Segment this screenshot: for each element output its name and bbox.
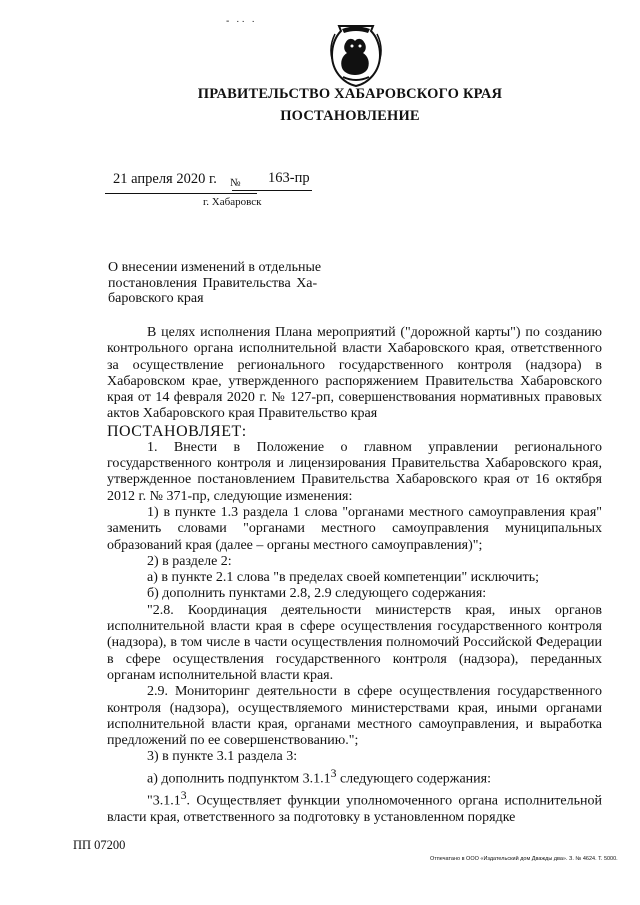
- number-label: №: [230, 177, 241, 189]
- paragraph-2-8: "2.8. Координация деятельности министерств края, иных органов исполнительной власти края в сфере осуществления государственного контроля (надзора), в том числе в части осуществления полномочий Российской Федерации в сфере осуществления государственного контроля (надзора), переданных органам исполнительной власти края.: [107, 602, 602, 683]
- superscript: 3: [330, 766, 337, 780]
- preamble-paragraph: В целях исполнения Плана мероприятий ("дорожной карты") по созданию контрольного органа исполнительной власти Хабаровского края, ответственного за осуществление регионального государственного контроля (надзора) в Хабаровском крае, утвержденного распоряжением Правительства Хабаровского края от 14 февраля 2020 г. № 127-рп, совершенствования нормативных правовых актов Хабаровского края Правительство края: [107, 325, 602, 422]
- text-fragment: "3.1.1: [147, 793, 181, 809]
- document-body: [107, 325, 602, 826]
- document-type: ПОСТАНОВЛЕНИЕ: [280, 108, 420, 124]
- paragraph-1-2-a: а) в пункте 2.1 слова "в пределах своей компетенции" исключить;: [147, 570, 539, 586]
- paragraph-1-3-a: [107, 766, 602, 788]
- subject-line: постановления Правительства Ха-: [108, 275, 318, 291]
- government-name: ПРАВИТЕЛЬСТВО ХАБАРОВСКОГО КРАЯ: [197, 86, 503, 102]
- paragraph-1: 1. Внести в Положение о главном управлении регионального государственного контроля и лицензирования Правительства Хабаровского края, утвержденное постановлением Правительства Хабаровского края от 16 октября 2012 г. № 371-пр, следующие изменения:: [107, 439, 602, 504]
- subject-line: баровского края: [108, 291, 204, 306]
- document-subject: [108, 260, 348, 307]
- paragraph-1-1: 1) в пункте 1.3 раздела 1 слова "органами местного самоуправления края" заменить словами "органами местного самоуправления муниципальных образований края (далее – органы местного самоуправления)";: [107, 504, 602, 553]
- coat-of-arms-icon: [325, 22, 387, 88]
- superscript: 3: [180, 788, 187, 802]
- paragraph-2-9: 2.9. Мониторинг деятельности в сфере осуществления государственного контроля (надзора), осуществляемого министерствами края, иными органами исполнительной власти края, органами местного самоуправления, и выработка предложений по ее совершенствованию.";: [107, 684, 602, 749]
- paragraph-1-2: 2) в разделе 2:: [147, 553, 232, 569]
- printer-imprint: Отпечатано в ООО «Издательский дом Дважды два». З. № 4624. Т. 5000.: [430, 856, 618, 862]
- document-code: ПП 07200: [73, 838, 126, 852]
- city: г. Хабаровск: [203, 196, 262, 208]
- date-underline: [105, 193, 257, 194]
- paragraph-1-3: 3) в пункте 3.1 раздела 3:: [147, 749, 298, 765]
- subject-line: О внесении изменений в отдельные: [108, 260, 322, 275]
- text-fragment: следующего содержания:: [336, 771, 491, 787]
- top-marks: - ·· ·: [226, 16, 257, 27]
- text-fragment: . Осуществляет функции уполномоченного органа исполнительной власти края, ответственного за подготовку в установленном порядке: [107, 793, 602, 825]
- paragraph-3-1-1-3: [107, 788, 602, 826]
- document-number: 163-пр: [268, 170, 310, 186]
- document-date: 21 апреля 2020 г.: [113, 171, 217, 187]
- decree-word: ПОСТАНОВЛЯЕТ:: [107, 422, 247, 440]
- paragraph-1-2-b: б) дополнить пунктами 2.8, 2.9 следующего содержания:: [147, 586, 487, 602]
- text-fragment: а) дополнить подпунктом 3.1.1: [147, 771, 331, 787]
- number-underline: [232, 190, 312, 191]
